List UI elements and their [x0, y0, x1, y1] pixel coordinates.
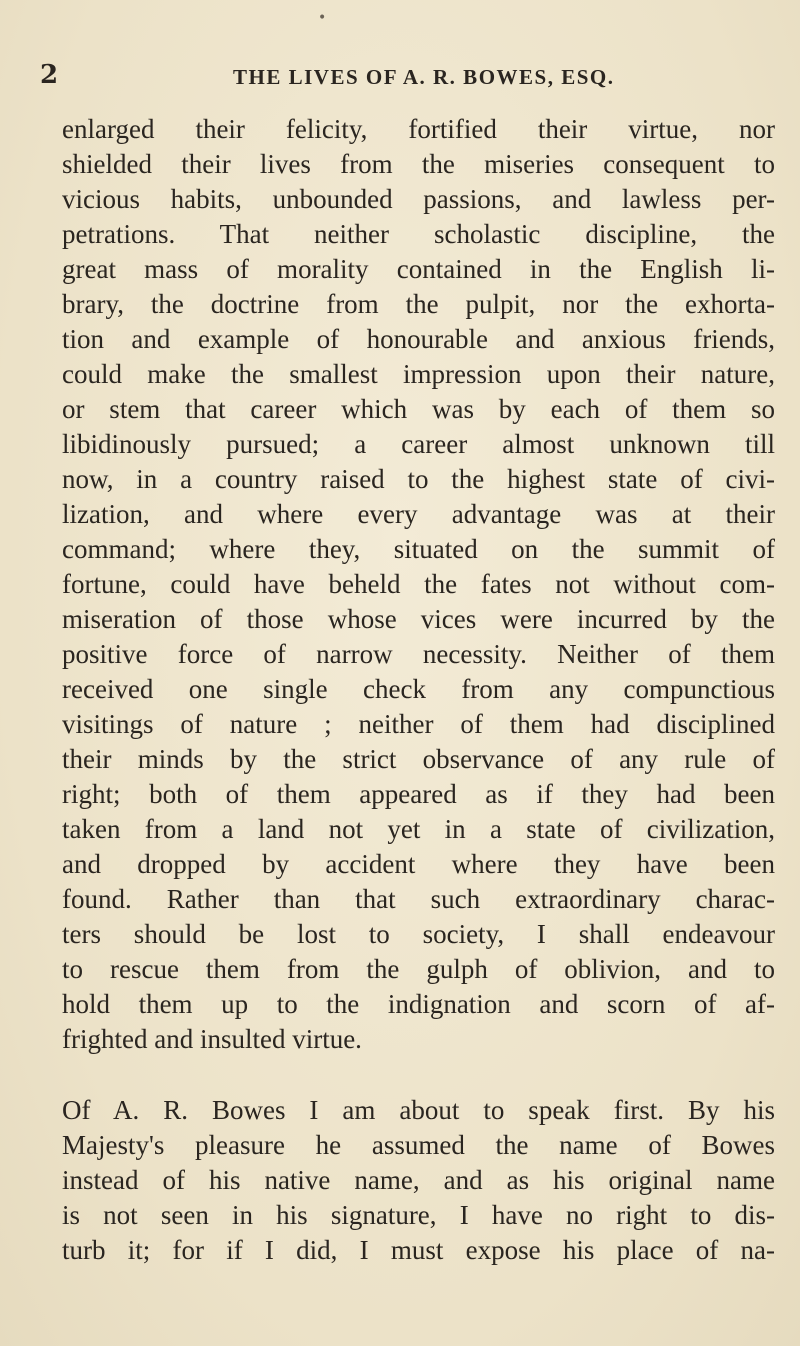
text-line: received one single check from any compunctious — [62, 674, 775, 704]
text-line: miseration of those whose vices were incurred by the — [62, 604, 775, 634]
text-line: petrations. That neither scholastic discipline, the — [62, 219, 775, 249]
text-line: frighted and insulted virtue. — [62, 1024, 362, 1054]
text-line: found. Rather than that such extraordinary charac- — [62, 884, 775, 914]
running-head-title: THE LIVES OF A. R. BOWES, ESQ. — [233, 65, 615, 89]
text-line: or stem that career which was by each of them so — [62, 394, 775, 424]
text-line: could make the smallest impression upon their nature, — [62, 359, 775, 389]
text-line: instead of his native name, and as his original name — [62, 1165, 775, 1195]
top-mark: • — [318, 10, 327, 26]
text-line: visitings of nature ; neither of them had disciplined — [62, 709, 775, 739]
text-line: turb it; for if I did, I must expose his place of na- — [62, 1235, 775, 1265]
text-line: tion and example of honourable and anxious friends, — [62, 324, 775, 354]
paragraph-1 — [62, 112, 775, 1057]
text-line: is not seen in his signature, I have no right to dis- — [62, 1200, 775, 1230]
text-line: hold them up to the indignation and scorn of af- — [62, 989, 775, 1019]
text-line: command; where they, situated on the summit of — [62, 534, 775, 564]
text-line: shielded their lives from the miseries consequent to — [62, 149, 775, 179]
text-line: Majesty's pleasure he assumed the name of Bowes — [62, 1130, 775, 1160]
text-line: libidinously pursued; a career almost unknown till — [62, 429, 775, 459]
text-line: positive force of narrow necessity. Neither of them — [62, 639, 775, 669]
text-line: right; both of them appeared as if they had been — [62, 779, 775, 809]
text-line: Of A. R. Bowes I am about to speak first. By his — [62, 1095, 775, 1125]
text-line: great mass of morality contained in the English li- — [62, 254, 775, 284]
text-line: to rescue them from the gulph of oblivion, and to — [62, 954, 775, 984]
text-line: lization, and where every advantage was at their — [62, 499, 775, 529]
text-line: now, in a country raised to the highest state of civi- — [62, 464, 775, 494]
text-line: taken from a land not yet in a state of civilization, — [62, 814, 775, 844]
text-line: vicious habits, unbounded passions, and lawless per- — [62, 184, 775, 214]
text-line: and dropped by accident where they have been — [62, 849, 775, 879]
text-line: fortune, could have beheld the fates not without com- — [62, 569, 775, 599]
page-number: 2 — [40, 60, 59, 90]
running-head — [40, 60, 760, 90]
text-line: ters should be lost to society, I shall endeavour — [62, 919, 775, 949]
text-line: brary, the doctrine from the pulpit, nor the exhorta- — [62, 289, 775, 319]
paragraph-gap — [62, 1057, 775, 1093]
paragraph-2 — [62, 1093, 775, 1268]
text-line: enlarged their felicity, fortified their virtue, nor — [62, 114, 775, 144]
text-line: their minds by the strict observance of any rule of — [62, 744, 775, 774]
body-text — [62, 112, 775, 1268]
